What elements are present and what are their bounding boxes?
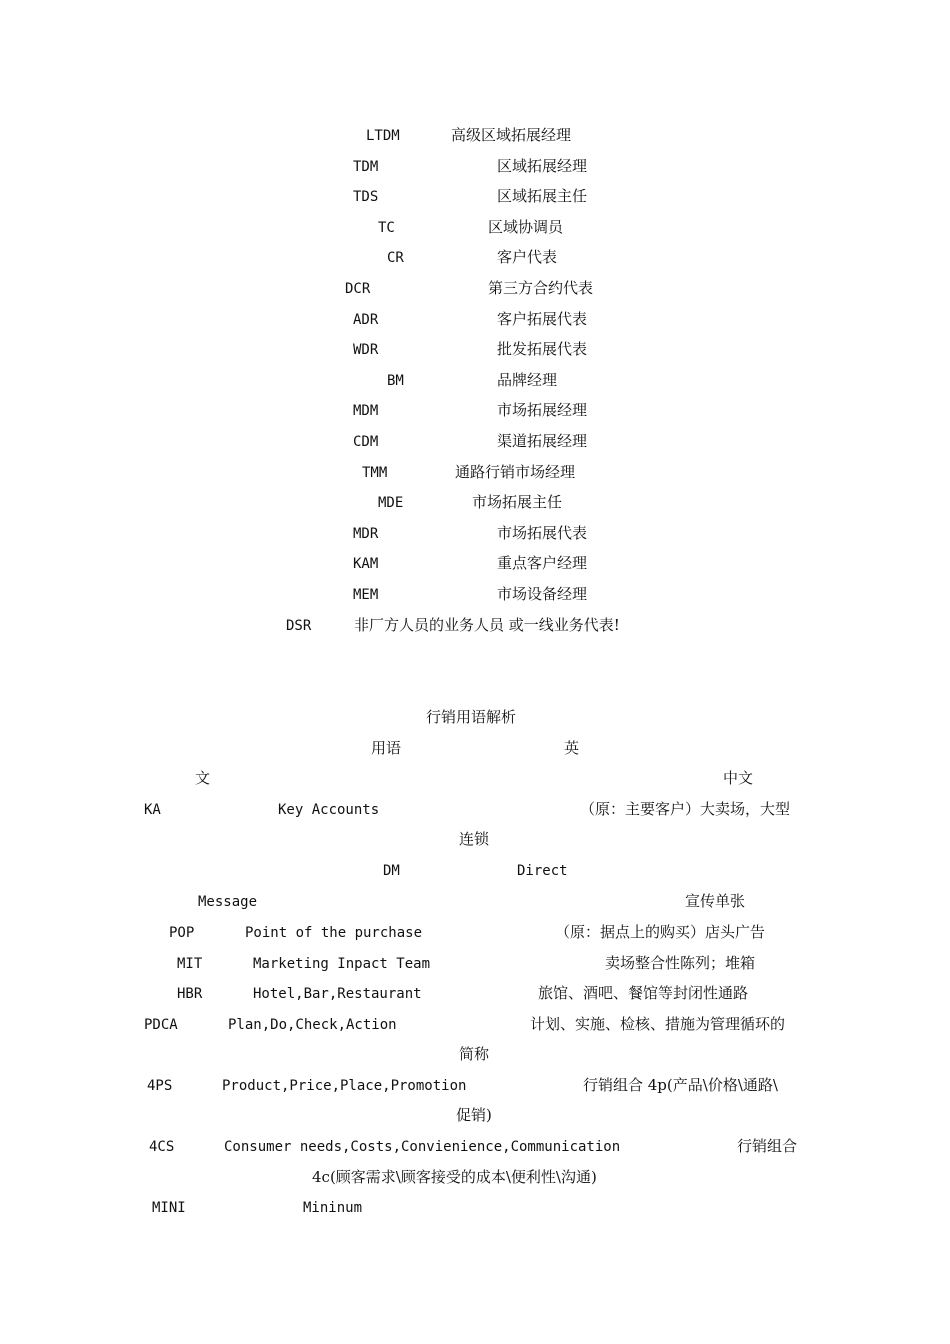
title-zh: 市场拓展代表 [497, 524, 588, 542]
title-abbr: WDR [353, 342, 379, 358]
title-zh: 重点客户经理 [497, 554, 588, 572]
glossary-chinese: （原：据点上的购买）店头广告 [555, 923, 766, 941]
title-zh: 市场设备经理 [497, 585, 588, 603]
title-zh: 客户代表 [497, 248, 558, 266]
glossary-term: KA [144, 802, 161, 818]
glossary-chinese: 行销组合 4p(产品\价格\通路\ [583, 1076, 778, 1094]
glossary-english: Key Accounts [278, 802, 380, 818]
title-abbr: MDR [353, 526, 379, 542]
glossary-chinese: 行销组合 [737, 1137, 798, 1155]
glossary-english: Plan,Do,Check,Action [228, 1017, 397, 1033]
header-english-cont: 文 [195, 769, 211, 787]
title-abbr: DCR [345, 281, 371, 297]
title-abbr: MEM [353, 587, 379, 603]
title-zh: 通路行销市场经理 [455, 463, 576, 481]
title-zh: 批发拓展代表 [497, 340, 588, 358]
glossary-chinese-cont: 简称 [459, 1045, 490, 1063]
glossary-english-cont: Message [198, 894, 258, 910]
title-abbr: KAM [353, 556, 379, 572]
header-english: 英 [564, 739, 580, 757]
glossary-chinese: 计划、实施、检核、措施为管理循环的 [530, 1015, 786, 1033]
title-abbr: TDM [353, 159, 379, 175]
glossary-chinese-cont: 促销) [456, 1106, 492, 1124]
title-zh: 市场拓展经理 [497, 401, 588, 419]
glossary-chinese-cont: 连锁 [459, 830, 490, 848]
title-zh: 区域拓展经理 [497, 157, 588, 175]
header-chinese: 中文 [723, 769, 754, 787]
glossary-term: 4PS [147, 1078, 173, 1094]
title-abbr: MDM [353, 403, 379, 419]
glossary-english: Marketing Inpact Team [253, 956, 431, 972]
title-abbr: TC [378, 220, 395, 236]
title-abbr: CR [387, 250, 404, 266]
glossary-chinese-cont: 4c(顾客需求\顾客接受的成本\便利性\沟通) [312, 1168, 597, 1186]
glossary-term: POP [169, 925, 195, 941]
glossary-english: Direct [517, 863, 568, 879]
glossary-term: PDCA [144, 1017, 178, 1033]
glossary-english: Mininum [303, 1200, 363, 1216]
glossary-english: Hotel,Bar,Restaurant [253, 986, 422, 1002]
title-zh: 高级区域拓展经理 [451, 126, 572, 144]
title-abbr: LTDM [366, 128, 400, 144]
glossary-english: Product,Price,Place,Promotion [222, 1078, 467, 1094]
glossary-term: MINI [152, 1200, 186, 1216]
glossary-term: MIT [177, 956, 203, 972]
title-zh: 非厂方人员的业务人员 或一线业务代表! [354, 616, 620, 634]
title-abbr: DSR [286, 618, 312, 634]
title-zh: 第三方合约代表 [488, 279, 594, 297]
glossary-english: Point of the purchase [245, 925, 423, 941]
glossary-chinese: 旅馆、酒吧、餐馆等封闭性通路 [538, 984, 749, 1002]
glossary-chinese: （原：主要客户）大卖场，大型 [580, 800, 791, 818]
glossary-chinese: 卖场整合性陈列；堆箱 [605, 954, 756, 972]
glossary-heading: 行销用语解析 [426, 708, 517, 726]
title-zh: 品牌经理 [497, 371, 558, 389]
title-abbr: BM [387, 373, 404, 389]
title-zh: 市场拓展主任 [472, 493, 563, 511]
glossary-english: Consumer needs,Costs,Convienience,Communication [224, 1139, 621, 1155]
title-abbr: TMM [362, 465, 388, 481]
glossary-term: HBR [177, 986, 203, 1002]
title-zh: 渠道拓展经理 [497, 432, 588, 450]
title-abbr: CDM [353, 434, 379, 450]
title-abbr: TDS [353, 189, 379, 205]
title-zh: 客户拓展代表 [497, 310, 588, 328]
glossary-chinese: 宣传单张 [685, 892, 746, 910]
title-abbr: MDE [378, 495, 404, 511]
title-abbr: ADR [353, 312, 379, 328]
glossary-term: 4CS [149, 1139, 175, 1155]
glossary-term: DM [383, 863, 400, 879]
header-term: 用语 [371, 739, 402, 757]
title-zh: 区域拓展主任 [497, 187, 588, 205]
title-zh: 区域协调员 [488, 218, 564, 236]
